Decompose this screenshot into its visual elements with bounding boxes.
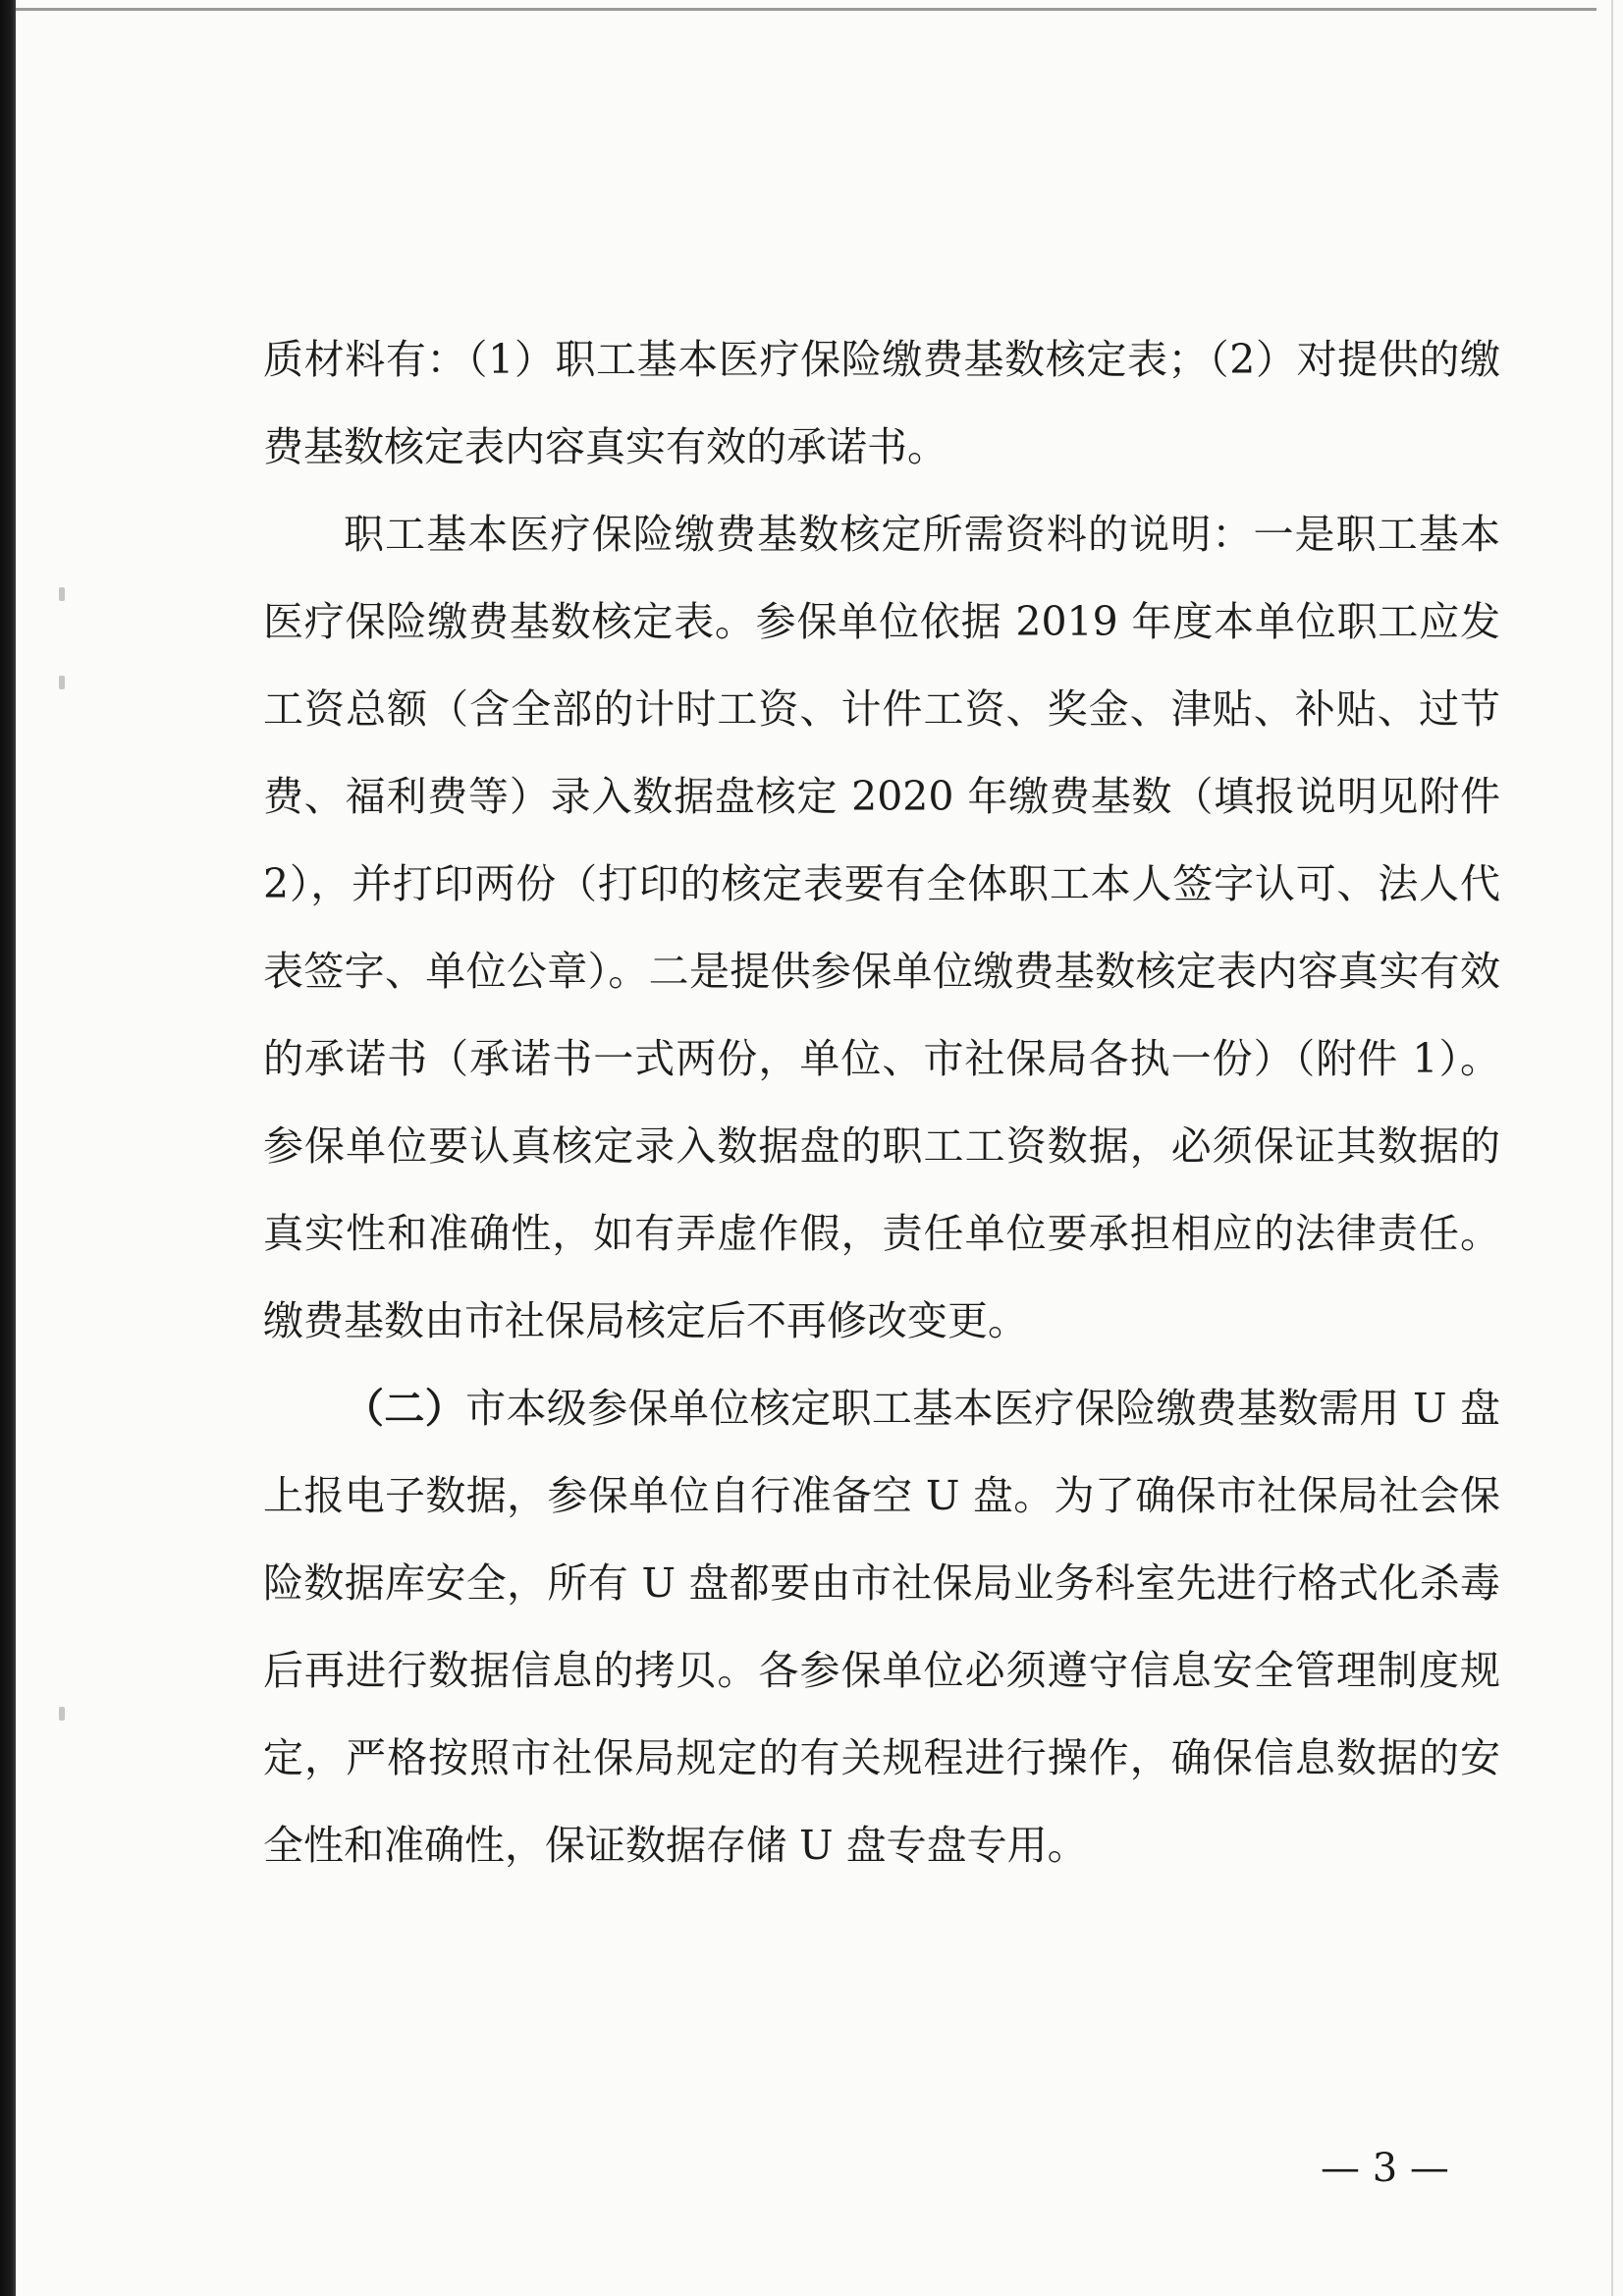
scan-mark [59,587,65,601]
scan-binding-edge [0,0,16,2296]
paragraph-text: 质材料有：（1）职工基本医疗保险缴费基数核定表；（2）对提供的缴费基数核定表内容真实有效的承诺书。 [263,336,1500,470]
paragraph-materials [263,316,1500,491]
page-number: — 3 — [1321,2146,1449,2191]
paragraph-text: 职工基本医疗保险缴费基数核定所需资料的说明：一是职工基本医疗保险缴费基数核定表。参保单位依据 2019 年度本单位职工应发工资总额（含全部的计时工资、计件工资、奖金、津贴、补贴、过节费、福利费等）录入数据盘核定 2020 年缴费基数（填报说明见附件 2），并打印两份（打印的核定表要有全体职工本人签字认可、法人代表签字、单位公章）。二是提供参保单位缴费基数核定表内容真实有效的承诺书（承诺书一式两份，单位、市社保局各执一份）（附件 1）。参保单位要认真核定录入数据盘的职工工资数据，必须保证其数据的真实性和准确性，如有弄虚作假，责任单位要承担相应的法律责任。缴费基数由市社保局核定后不再修改变更。 [263,511,1500,1344]
scan-top-edge [16,8,1596,11]
paragraph-explanation [263,491,1500,1365]
scan-mark [59,1707,65,1721]
section-heading: （二） [344,1385,466,1432]
scan-right-edge [1611,0,1613,2296]
document-body [263,316,1500,1889]
paragraph-usb-section [263,1365,1500,1889]
scan-mark [59,676,65,689]
paragraph-text: 市本级参保单位核定职工基本医疗保险缴费基数需用 U 盘上报电子数据，参保单位自行准备空 U 盘。为了确保市社保局社会保险数据库安全，所有 U 盘都要由市社保局业务科室先进行格式化杀毒后再进行数据信息的拷贝。各参保单位必须遵守信息安全管理制度规定，严格按照市社保局规定的有关规程进行操作，确保信息数据的安全性和准确性，保证数据存储 U 盘专盘专用。 [263,1385,1501,1869]
